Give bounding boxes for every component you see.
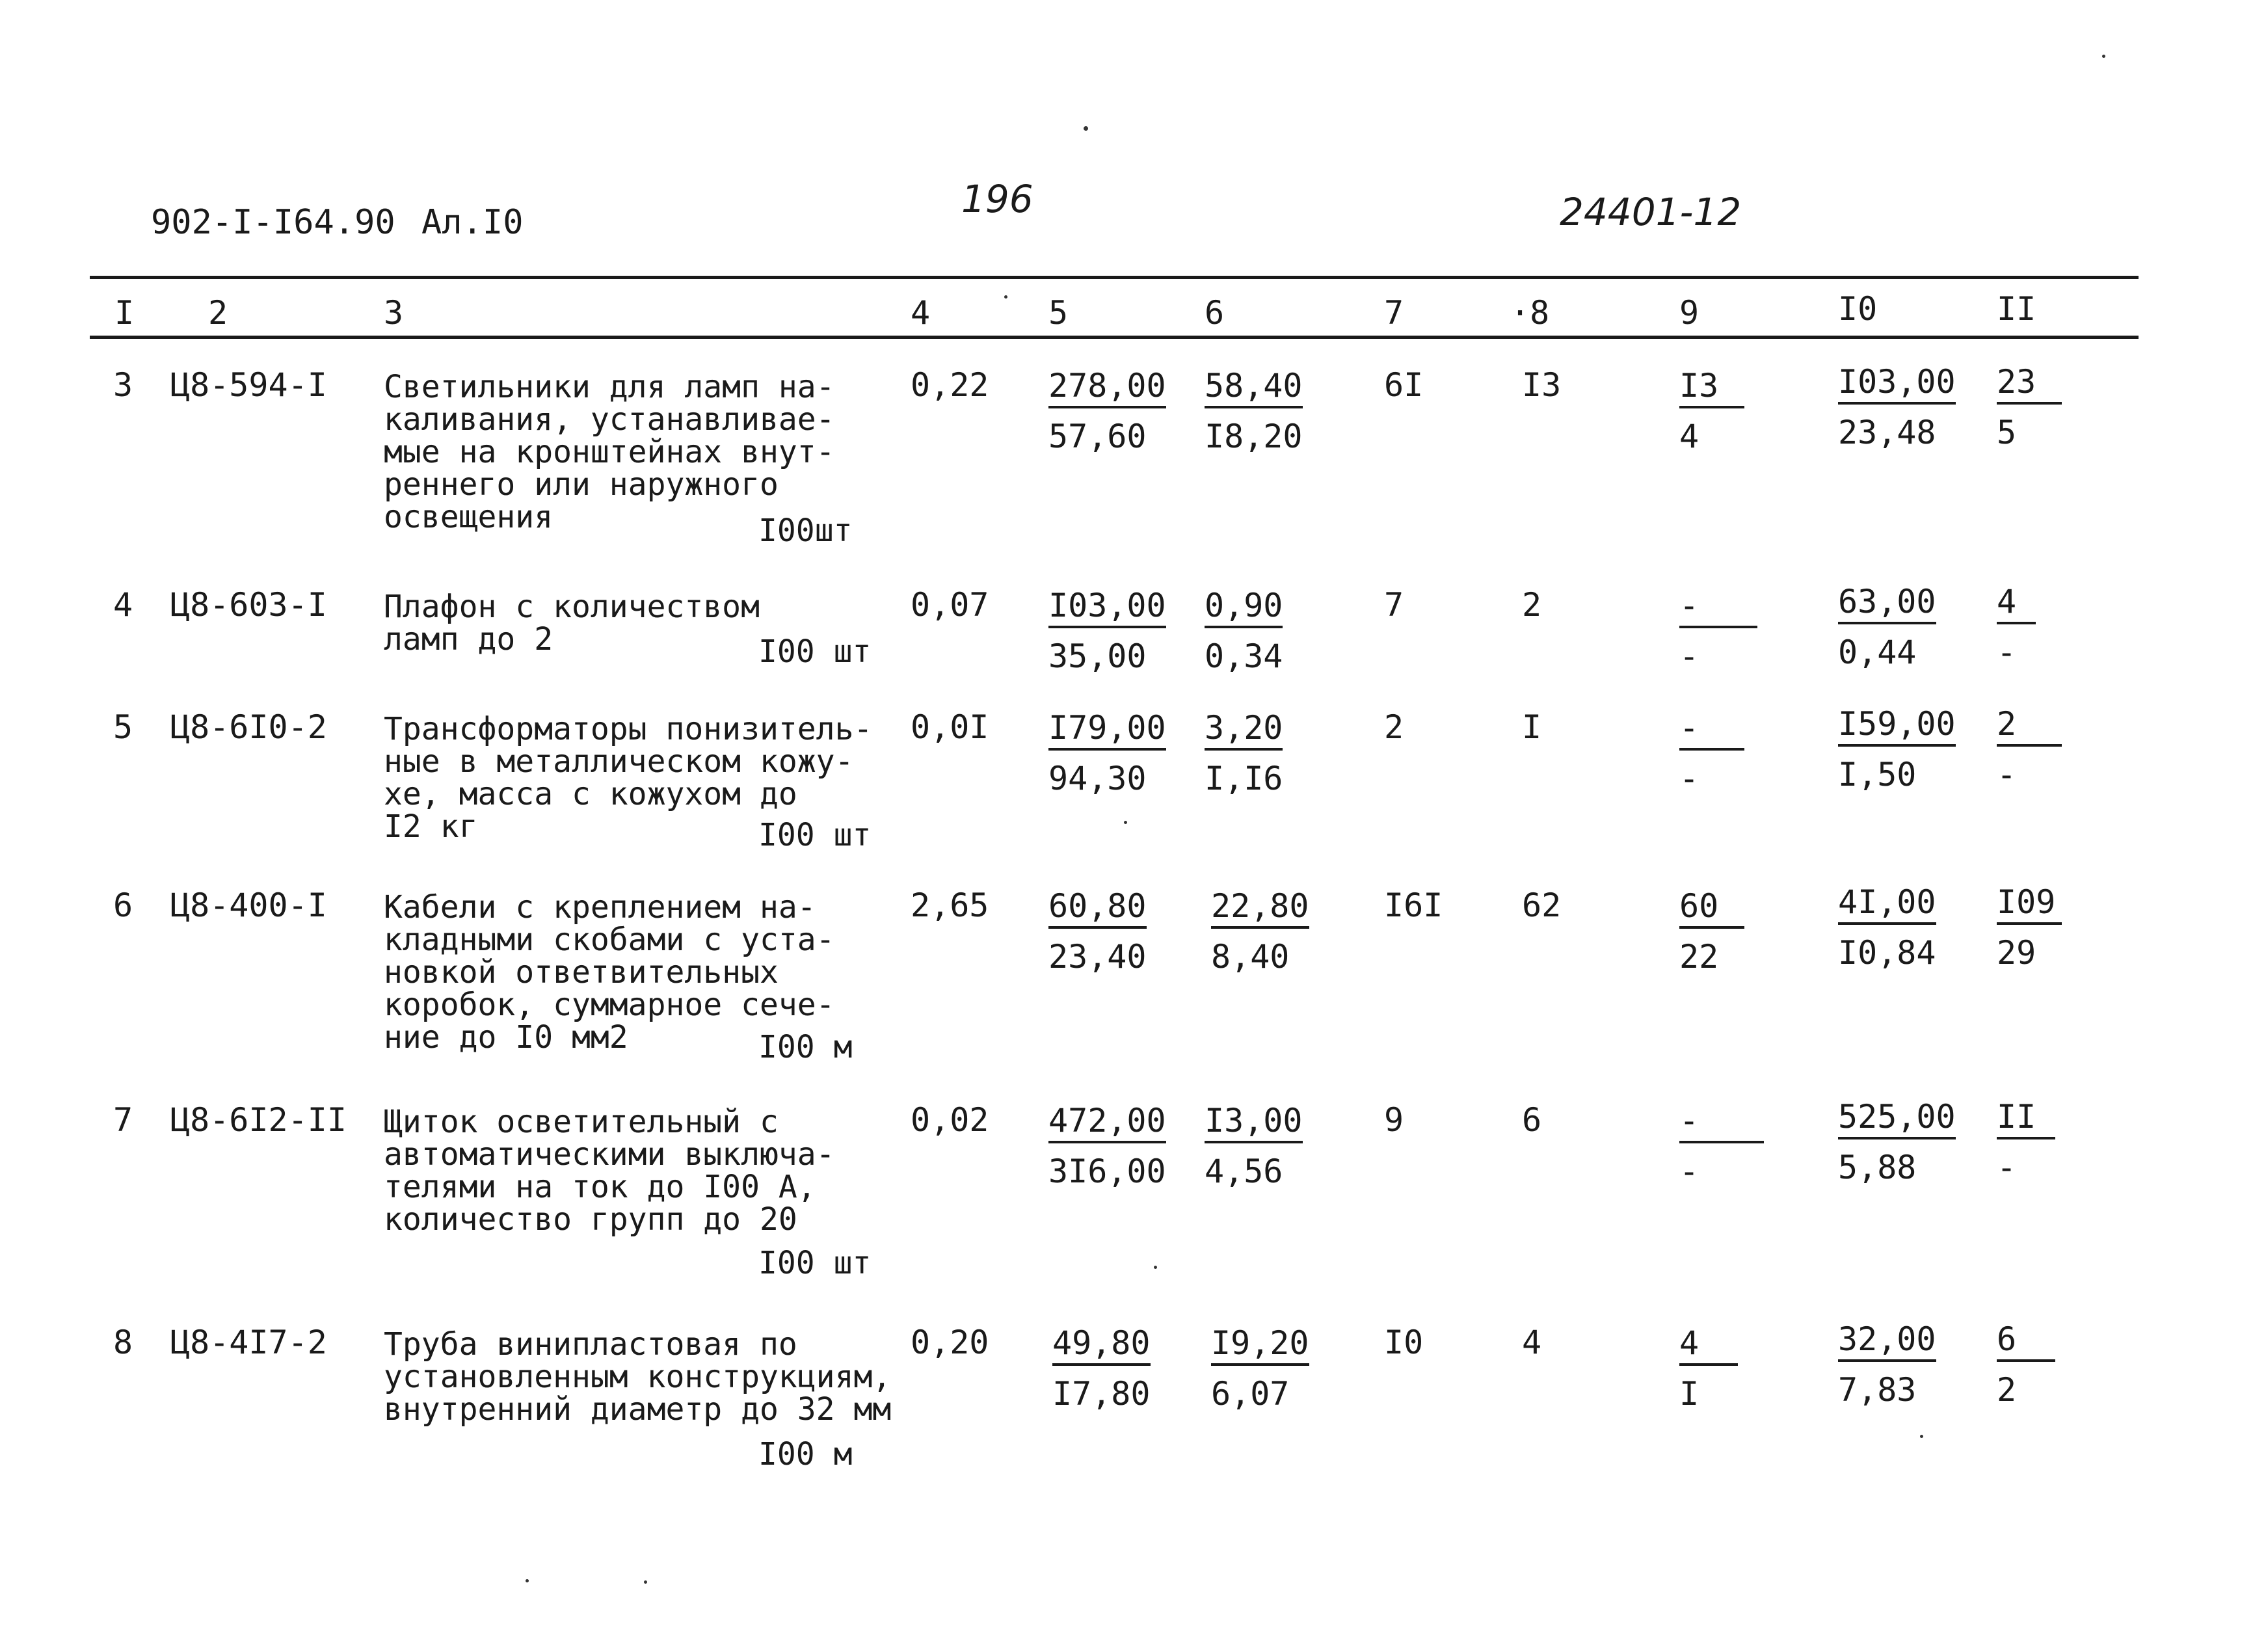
column-number: 9: [1679, 294, 1700, 332]
table-top-rule: [90, 276, 2139, 279]
work-description: Щиток осветительный с автоматическими выключа- телями на ток до I00 А, количество групп до 20: [384, 1104, 835, 1238]
unit-of-measure: I00 м: [758, 1029, 853, 1065]
scan-speck: [1920, 1435, 1923, 1438]
column-number: II: [1997, 290, 2036, 328]
value-cell: 4: [1522, 1324, 1542, 1361]
column-number: 6: [1205, 294, 1225, 332]
column-number: 5: [1048, 294, 1069, 332]
quantity: 0,22: [911, 366, 989, 404]
scan-speck: [2102, 55, 2105, 58]
unit-of-measure: I00 шт: [758, 633, 872, 670]
value-fraction: 4 -: [1997, 585, 2036, 669]
row-number: 5: [113, 708, 133, 746]
column-number: I: [114, 294, 135, 332]
scan-speck: [1154, 1266, 1157, 1269]
value-fraction: 2 -: [1997, 708, 2062, 791]
cost-fraction: $\frac{3,20}{I,I6}$: [1205, 709, 1283, 797]
row-number: 7: [113, 1101, 133, 1139]
price-code: Ц8-400-I: [170, 886, 327, 924]
unit-of-measure: I00шт: [758, 513, 853, 549]
sheet-label: Ал.I0: [421, 203, 524, 242]
price-code: Ц8-6I0-2: [170, 708, 327, 746]
unit-of-measure: I00 м: [758, 1436, 853, 1472]
column-number: ·8: [1510, 294, 1550, 332]
quantity: 0,20: [911, 1324, 989, 1361]
row-number: 4: [113, 586, 133, 624]
work-description: Плафон с количеством ламп до 2: [384, 589, 760, 658]
value-fraction: $\frac{I3}{4}$: [1679, 369, 1744, 453]
value-cell: 6: [1522, 1101, 1542, 1139]
value-cell: I: [1522, 708, 1542, 746]
cost-fraction: $\frac{60,80}{23,40}$: [1048, 887, 1147, 976]
price-code: Ц8-603-I: [170, 586, 327, 624]
work-description: Светильники для ламп на- каливания, устанавливае- мые на кронштейнах внут- реннего или наружного освещения: [384, 369, 835, 535]
quantity: 0,0I: [911, 708, 989, 746]
work-description: Трансформаторы понизитель- ные в металлическом кожу- хе, масса с кожухом до I2 кг: [384, 711, 873, 845]
column-number: 4: [911, 294, 931, 332]
column-number: 3: [384, 294, 404, 332]
cost-fraction: $\frac{58,40}{I8,20}$: [1205, 367, 1303, 455]
work-description: Труба винипластовая по установленным конструкциям, внутренний диаметр до 32 мм: [384, 1326, 892, 1428]
value-cell: I3: [1522, 366, 1562, 404]
cost-fraction: $\frac{I3,00}{4,56}$: [1205, 1102, 1303, 1190]
scan-speck: [644, 1580, 647, 1584]
value-fraction: $\frac{60}{22}$: [1679, 890, 1744, 973]
value-fraction: $\frac{I59,00}{I,50}$: [1838, 705, 1956, 793]
cost-fraction: $\frac{I9,20}{6,07}$: [1211, 1324, 1309, 1413]
value-fraction: $\frac{23}{5}$: [1997, 366, 2062, 449]
value-cell: 6I: [1384, 366, 1424, 404]
work-description: Кабели с креплением на- кладными скобами с уста- новкой ответвительных коробок, суммарное сече- ние до I0 мм2: [384, 889, 835, 1056]
value-cell: I6I: [1384, 886, 1443, 924]
cost-fraction: $\frac{278,00}{57,60}$: [1048, 367, 1166, 455]
cost-fraction: $\frac{49,80}{I7,80}$: [1052, 1324, 1151, 1413]
price-code: Ц8-6I2-II: [170, 1101, 347, 1139]
scan-speck: [1084, 126, 1088, 131]
value-cell: 2: [1522, 586, 1542, 624]
value-fraction: $\frac{I09}{29}$: [1997, 886, 2062, 969]
inventory-number: 24401-12: [1560, 190, 1742, 234]
value-fraction: $\frac{63,00}{0,44}$: [1838, 583, 1936, 671]
row-number: 3: [113, 366, 133, 404]
value-cell: 2: [1384, 708, 1404, 746]
value-cell: I0: [1384, 1324, 1424, 1361]
cost-fraction: $\frac{I79,00}{94,30}$: [1048, 709, 1166, 797]
column-number: 2: [208, 294, 228, 332]
value-fraction: $\frac{32,00}{7,83}$: [1838, 1320, 1936, 1409]
value-fraction: $\frac{4}{I}$: [1679, 1327, 1738, 1410]
price-code: Ц8-4I7-2: [170, 1324, 327, 1361]
column-number: 7: [1384, 294, 1404, 332]
scan-speck: [526, 1579, 529, 1582]
quantity: 0,02: [911, 1101, 989, 1139]
scan-speck: [1124, 821, 1127, 824]
value-fraction: $\frac{4I,00}{I0,84}$: [1838, 883, 1936, 972]
quantity: 2,65: [911, 886, 989, 924]
quantity: 0,07: [911, 586, 989, 624]
value-fraction: - -: [1679, 589, 1757, 673]
column-number: I0: [1838, 290, 1878, 328]
value-fraction: $\frac{6}{2}$: [1997, 1323, 2055, 1406]
cost-fraction: $\frac{22,80}{8,40}$: [1211, 887, 1309, 976]
row-number: 8: [113, 1324, 133, 1361]
value-fraction: $\frac{525,00}{5,88}$: [1838, 1098, 1956, 1186]
value-fraction: $\frac{I03,00}{23,48}$: [1838, 363, 1956, 451]
value-cell: 7: [1384, 586, 1404, 624]
value-fraction: - -: [1679, 712, 1744, 795]
unit-of-measure: I00 шт: [758, 817, 872, 853]
doc-code: 902-I-I64.90: [151, 203, 395, 242]
unit-of-measure: I00 шт: [758, 1245, 872, 1281]
table-header-rule: [90, 336, 2139, 339]
cost-fraction: $\frac{472,00}{3I6,00}$: [1048, 1102, 1166, 1190]
value-cell: 62: [1522, 886, 1562, 924]
value-cell: 9: [1384, 1101, 1404, 1139]
scan-speck: [1004, 295, 1007, 299]
value-fraction: - -: [1679, 1104, 1764, 1188]
cost-fraction: $\frac{0,90}{0,34}$: [1205, 587, 1283, 675]
row-number: 6: [113, 886, 133, 924]
value-fraction: II -: [1997, 1100, 2055, 1184]
page-number: 196: [961, 177, 1033, 221]
cost-fraction: $\frac{I03,00}{35,00}$: [1048, 587, 1166, 675]
price-code: Ц8-594-I: [170, 366, 327, 404]
